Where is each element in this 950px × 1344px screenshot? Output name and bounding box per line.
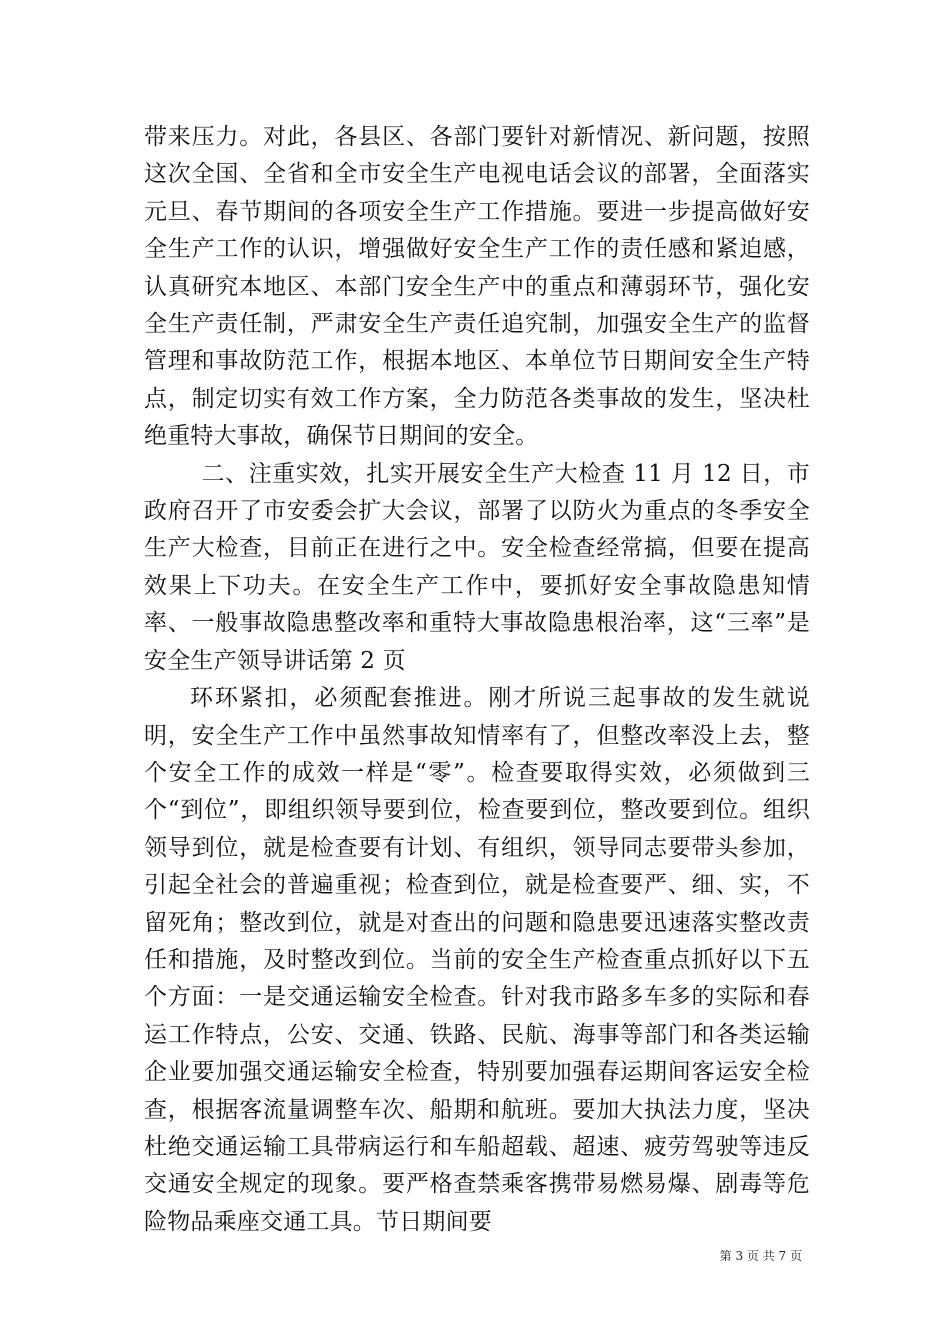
document-body (144, 119, 810, 1241)
paragraph-inspection: 环环紧扣，必须配套推进。刚才所说三起事故的发生就说明，安全生产工作中虽然事故知情率有了，但整改率没上去，整个安全工作的成效一样是“零”。检查要取得实效，必须做到三个“到位”，即组织领导要到位，检查要到位，整改要到位。组织领导到位，就是检查要有计划、有组织，领导同志要带头参加，引起全社会的普遍重视；检查到位，就是检查要严、细、实，不留死角；整改到位，就是对查出的问题和隐患要迅速落实整改责任和措施，及时整改到位。当前的安全生产检查重点抓好以下五个方面：一是交通运输安全检查。针对我市路多车多的实际和春运工作特点，公安、交通、铁路、民航、海事等部门和各类运输企业要加强交通运输安全检查，特别要加强春运期间客运安全检查，根据客流量调整车次、船期和航班。要加大执法力度，坚决杜绝交通运输工具带病运行和车船超载、超速、疲劳驾驶等违反交通安全规定的现象。要严格查禁乘客携带易燃易爆、剧毒等危险物品乘座交通工具。节日期间要 (144, 685, 810, 1235)
paragraph-continuation: 带来压力。对此，各县区、各部门要针对新情况、新问题，按照这次全国、全省和全市安全生产电视电话会议的部署，全面落实元旦、春节期间的各项安全生产工作措施。要进一步提高做好安全生产工作的认识，增强做好安全生产工作的责任感和紧迫感，认真研究本地区、本部门安全生产中的重点和薄弱环节，强化安全生产责任制，严肃安全生产责任追究制，加强安全生产的监督管理和事故防范工作，根据本地区、本单位节日期间安全生产特点，制定切实有效工作方案，全力防范各类事故的发生，坚决杜绝重特大事故，确保节日期间的安全。 (144, 124, 810, 450)
page-number-footer: 第 3 页 共 7 页 (719, 1249, 802, 1263)
paragraph-section-two: 二、注重实效，扎实开展安全生产大检查 11 月 12 日，市政府召开了市安委会扩大会议，部署了以防火为重点的冬季安全生产大检查，目前正在进行之中。安全检查经常搞，但要在提高效果上下功夫。在安全生产工作中，要抓好安全事故隐患知情率、一般事故隐患整改率和重特大事故隐患根治率，这“三率”是安全生产领导讲话第 2 页 (144, 460, 810, 674)
